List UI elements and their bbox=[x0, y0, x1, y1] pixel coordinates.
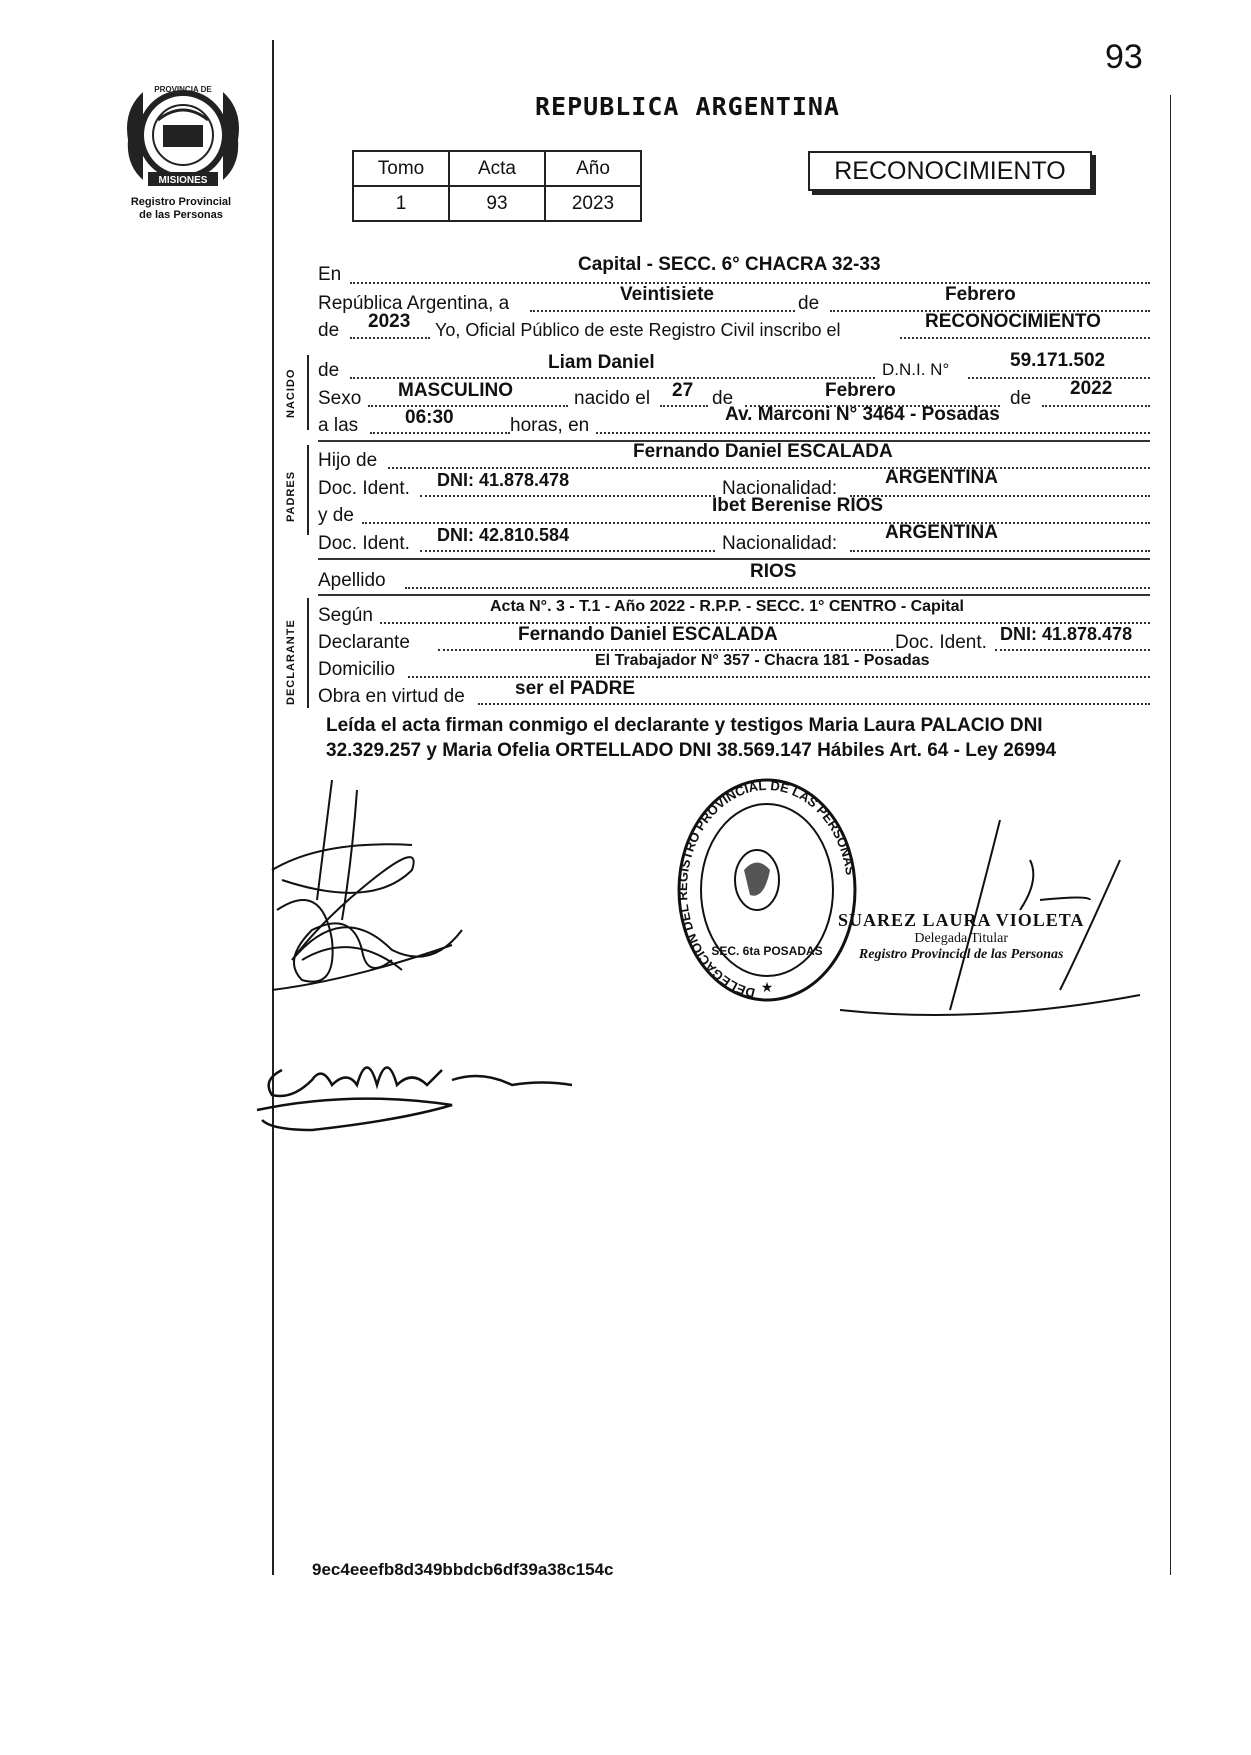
value-anio: 2023 bbox=[545, 186, 641, 221]
father-name: Fernando Daniel ESCALADA bbox=[633, 441, 893, 462]
side-label-padres: PADRES bbox=[285, 470, 297, 522]
segun-value: Acta N°. 3 - T.1 - Año 2022 - R.P.P. - SECC. 1° CENTRO - Capital bbox=[490, 598, 964, 615]
child-name: Liam Daniel bbox=[548, 352, 655, 373]
section-divider-2 bbox=[318, 558, 1150, 560]
mother-nationality-label: Nacionalidad: bbox=[722, 533, 838, 554]
header-acta: Acta bbox=[449, 151, 545, 186]
value-tomo: 1 bbox=[353, 186, 449, 221]
time-dots bbox=[370, 432, 510, 434]
inscribo-label: Yo, Oficial Público de este Registro Civil inscribo el bbox=[435, 320, 841, 340]
birth-de-label-1: de bbox=[712, 388, 734, 409]
side-label-declarante: DECLARANTE bbox=[285, 619, 297, 705]
official-role: Delegada Titular bbox=[914, 931, 1009, 946]
father-nationality-dots bbox=[850, 495, 1150, 497]
father-doc: DNI: 41.878.478 bbox=[437, 470, 570, 490]
apellido-dots bbox=[405, 587, 1150, 589]
sexo-value: MASCULINO bbox=[398, 380, 514, 401]
register-table bbox=[352, 150, 642, 222]
side-label-nacido: NACIDO bbox=[285, 368, 297, 418]
year-value: 2023 bbox=[368, 311, 411, 332]
a-las-label: a las bbox=[318, 415, 359, 436]
act-type-box: RECONOCIMIENTO bbox=[808, 151, 1092, 191]
sexo-dots bbox=[368, 405, 568, 407]
apellido-value: RIOS bbox=[750, 561, 797, 582]
document-hash: 9ec4eeefb8d349bbdcb6df39a38c154c bbox=[312, 1560, 614, 1579]
dni-value: 59.171.502 bbox=[1010, 350, 1106, 371]
domicilio-label: Domicilio bbox=[318, 659, 396, 680]
declarante-dots bbox=[438, 649, 893, 651]
birth-place: Av. Marconi N° 3464 - Posadas bbox=[725, 404, 1000, 425]
day-value: Veintisiete bbox=[620, 284, 714, 305]
obra-dots bbox=[478, 703, 1150, 705]
official-block bbox=[838, 910, 1084, 963]
day-dots bbox=[530, 310, 795, 312]
official-office: Registro Provincial de las Personas bbox=[858, 947, 1064, 962]
de-label-year: de bbox=[318, 320, 340, 341]
page-number: 93 bbox=[1105, 38, 1143, 76]
seal-ring-text: DELEGACION DEL REGISTRO PROVINCIAL DE LAS PERSONAS bbox=[674, 777, 859, 1001]
father-doc-label: Doc. Ident. bbox=[318, 478, 410, 499]
dni-dots bbox=[968, 377, 1150, 379]
name-de-label: de bbox=[318, 360, 340, 381]
inscribo-value: RECONOCIMIENTO bbox=[925, 311, 1101, 332]
inscribo-dots bbox=[900, 337, 1150, 339]
logo-bottom-text: MISIONES bbox=[158, 175, 208, 186]
republica-label: República Argentina, a bbox=[318, 293, 510, 314]
declarante-name: Fernando Daniel ESCALADA bbox=[518, 624, 778, 645]
obra-value: ser el PADRE bbox=[515, 678, 636, 699]
declarante-bracket bbox=[307, 598, 309, 708]
declarante-label: Declarante bbox=[318, 632, 410, 653]
witness-signature bbox=[252, 1030, 582, 1140]
register-table-header-row bbox=[353, 151, 641, 186]
place-dots bbox=[596, 432, 1150, 434]
section-divider-3 bbox=[318, 594, 1150, 596]
header-anio: Año bbox=[545, 151, 641, 186]
hijo-de-label: Hijo de bbox=[318, 450, 378, 471]
seal-star-icon: ★ bbox=[760, 979, 774, 995]
en-dots bbox=[350, 282, 1150, 284]
official-name: SUAREZ LAURA VIOLETA bbox=[838, 910, 1085, 930]
declarante-doc: DNI: 41.878.478 bbox=[1000, 624, 1133, 644]
declarante-signature bbox=[262, 760, 482, 1030]
mother-nationality-dots bbox=[850, 550, 1150, 552]
mother-nationality: ARGENTINA bbox=[885, 522, 998, 543]
birth-year: 2022 bbox=[1070, 378, 1113, 399]
registry-caption-line2: de las Personas bbox=[139, 209, 223, 221]
de-label: de bbox=[798, 293, 820, 314]
register-table-value-row bbox=[353, 186, 641, 221]
right-margin-line bbox=[1170, 95, 1171, 1575]
registry-caption-line1: Registro Provincial bbox=[130, 196, 232, 208]
domicilio-value: El Trabajador N° 357 - Chacra 181 - Posadas bbox=[595, 652, 930, 669]
declarante-doc-dots bbox=[995, 649, 1150, 651]
mother-doc-label: Doc. Ident. bbox=[318, 533, 410, 554]
logo-top-text: PROVINCIA DE bbox=[154, 85, 212, 94]
registry-logo bbox=[118, 80, 248, 192]
father-name-dots bbox=[388, 467, 1150, 469]
sexo-label: Sexo bbox=[318, 388, 362, 409]
seal-inner-text: SEC. 6ta POSADAS bbox=[711, 944, 823, 958]
y-de-label: y de bbox=[318, 505, 354, 526]
birth-day: 27 bbox=[672, 380, 694, 401]
mother-name: Ibet Berenise RIOS bbox=[712, 495, 884, 516]
father-nationality: ARGENTINA bbox=[885, 467, 998, 488]
mother-doc-dots bbox=[420, 550, 715, 552]
birth-day-dots bbox=[660, 405, 708, 407]
official-seal bbox=[672, 770, 862, 1010]
dni-label: D.N.I. N° bbox=[882, 360, 950, 379]
name-dots bbox=[350, 377, 875, 379]
en-value: Capital - SECC. 6° CHACRA 32-33 bbox=[578, 254, 881, 275]
padres-bracket bbox=[307, 445, 309, 535]
value-acta: 93 bbox=[449, 186, 545, 221]
mother-name-dots bbox=[362, 522, 1150, 524]
nacido-bracket bbox=[307, 355, 309, 430]
birth-year-dots bbox=[1042, 405, 1150, 407]
country-title: REPUBLICA ARGENTINA bbox=[535, 92, 840, 121]
father-doc-dots bbox=[420, 495, 715, 497]
declarante-doc-label: Doc. Ident. bbox=[895, 632, 987, 653]
apellido-label: Apellido bbox=[318, 570, 386, 591]
birth-month: Febrero bbox=[825, 380, 896, 401]
mother-doc: DNI: 42.810.584 bbox=[437, 525, 570, 545]
closing-statement: Leída el acta firman conmigo el declarante y testigos Maria Laura PALACIO DNI 32.329.257 y Maria Ofelia ORTELLADO DNI 38.569.147 Hábiles Art. 64 - Ley 26994 bbox=[326, 715, 1057, 761]
birth-de-label-2: de bbox=[1010, 388, 1032, 409]
nacido-el-label: nacido el bbox=[574, 388, 651, 409]
segun-label: Según bbox=[318, 605, 373, 626]
en-label: En bbox=[318, 264, 342, 285]
birth-time: 06:30 bbox=[405, 407, 454, 428]
year-dots bbox=[350, 337, 430, 339]
header-tomo: Tomo bbox=[353, 151, 449, 186]
horas-en-label: horas, en bbox=[510, 415, 590, 436]
obra-label: Obra en virtud de bbox=[318, 686, 465, 707]
month-value: Febrero bbox=[945, 284, 1016, 305]
registry-caption bbox=[112, 196, 250, 222]
father-nationality-label: Nacionalidad: bbox=[722, 478, 838, 499]
